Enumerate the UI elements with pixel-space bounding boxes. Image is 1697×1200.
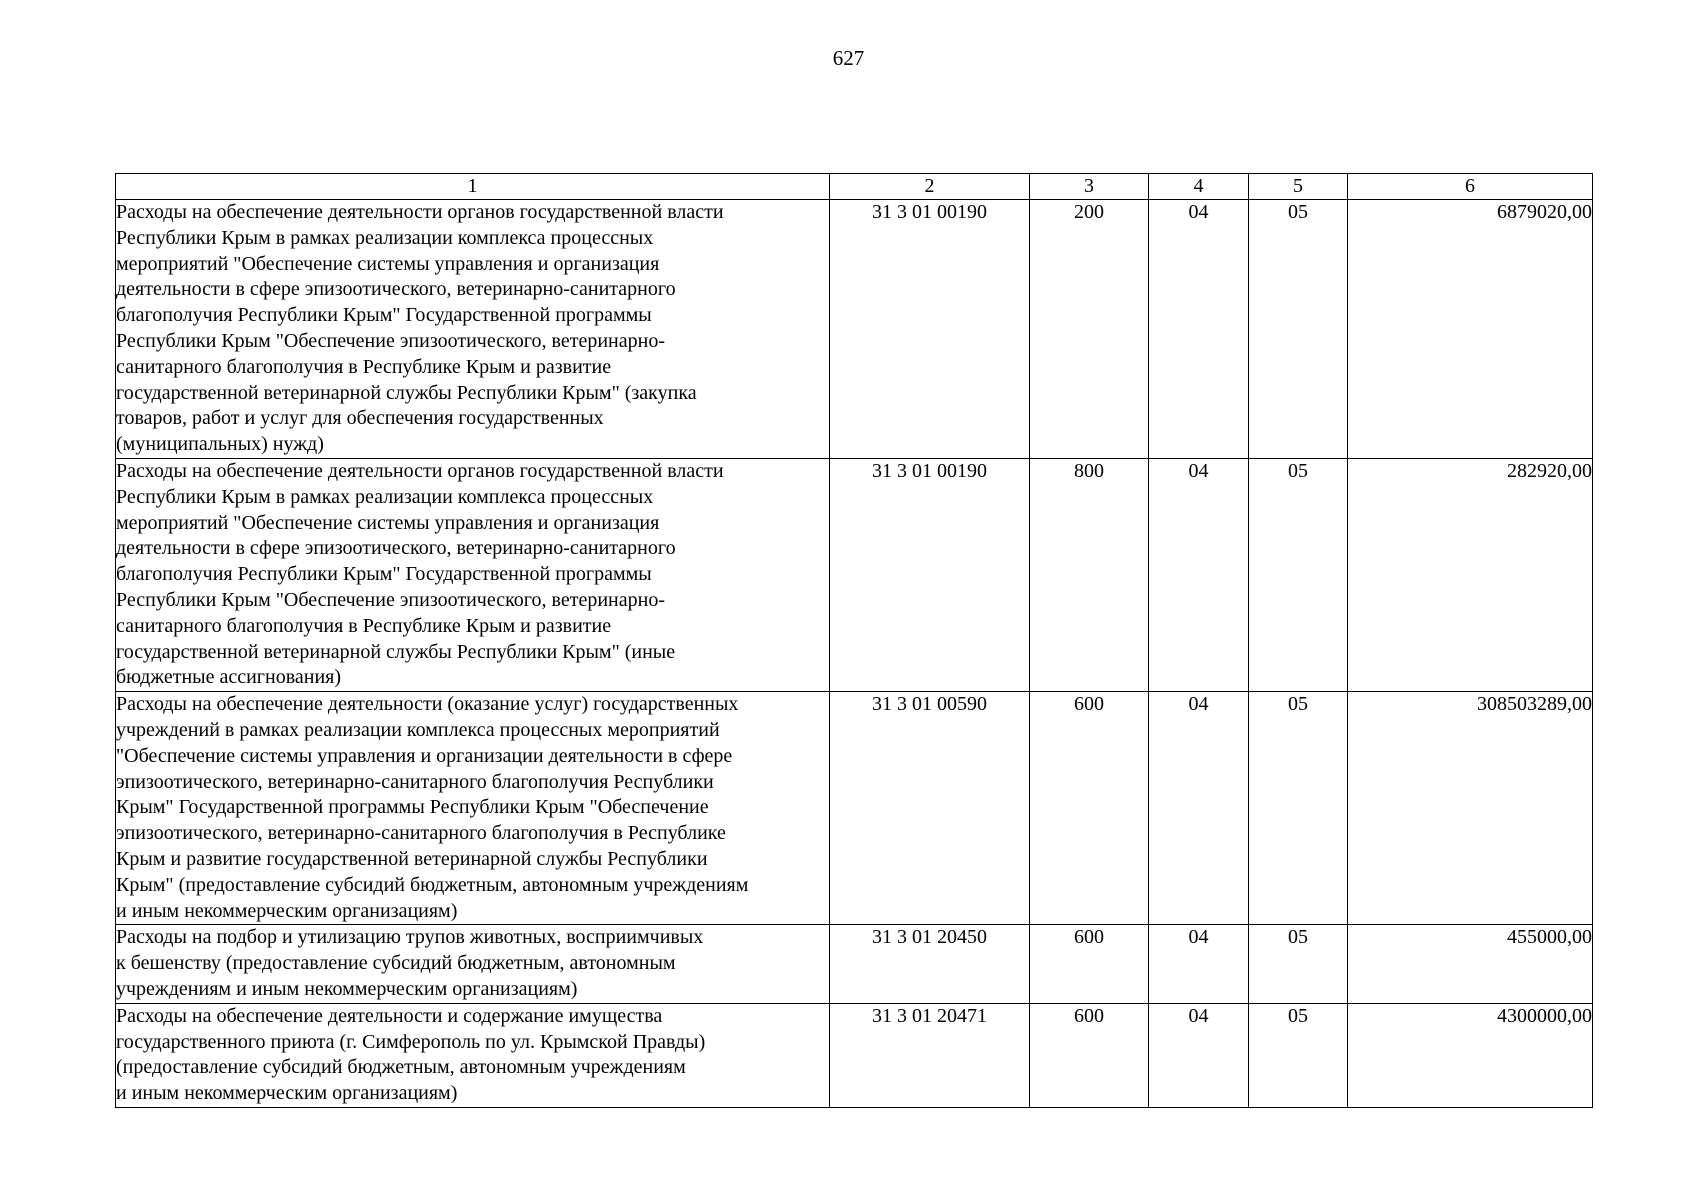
header-col-5: 5 <box>1249 174 1348 200</box>
description-line: Крым и развитие государственной ветеринарной службы Республики <box>116 847 708 870</box>
row-subsection: 05 <box>1249 200 1348 459</box>
description-line: учреждений в рамках реализации комплекса процессных мероприятий <box>116 718 720 741</box>
description-line: благополучия Республики Крым" Государственной программы <box>116 563 652 586</box>
description-line: государственного приюта (г. Симферополь по ул. Крымской Правды) <box>116 1030 706 1053</box>
row-code: 31 3 01 00190 <box>830 458 1030 691</box>
row-description <box>116 1003 830 1107</box>
row-expense-type: 800 <box>1030 458 1149 691</box>
table-header-row <box>116 174 1593 200</box>
row-amount: 455000,00 <box>1348 925 1593 1003</box>
row-section: 04 <box>1149 692 1249 925</box>
description-line: деятельности в сфере эпизоотического, ветеринарно-санитарного <box>116 278 676 301</box>
description-line: Расходы на обеспечение деятельности (оказание услуг) государственных <box>116 693 739 716</box>
row-section: 04 <box>1149 1003 1249 1107</box>
row-subsection: 05 <box>1249 458 1348 691</box>
header-col-2: 2 <box>830 174 1030 200</box>
header-col-6: 6 <box>1348 174 1593 200</box>
row-amount: 6879020,00 <box>1348 200 1593 459</box>
description-line: эпизоотического, ветеринарно-санитарного благополучия Республики <box>116 770 714 793</box>
header-col-3: 3 <box>1030 174 1149 200</box>
description-line: Расходы на подбор и утилизацию трупов животных, восприимчивых <box>116 926 704 949</box>
table-row <box>116 200 1593 459</box>
description-line: эпизоотического, ветеринарно-санитарного благополучия в Республике <box>116 822 726 845</box>
description-line: благополучия Республики Крым" Государственной программы <box>116 304 652 327</box>
description-line: мероприятий "Обеспечение системы управления и организация <box>116 252 660 275</box>
description-line: Республики Крым в рамках реализации комплекса процессных <box>116 226 654 249</box>
description-line: Республики Крым "Обеспечение эпизоотического, ветеринарно- <box>116 329 665 352</box>
row-section: 04 <box>1149 925 1249 1003</box>
description-line: деятельности в сфере эпизоотического, ветеринарно-санитарного <box>116 537 676 560</box>
description-line: учреждениям и иным некоммерческим организациям) <box>116 977 578 1000</box>
description-line: Республики Крым в рамках реализации комплекса процессных <box>116 485 654 508</box>
row-section: 04 <box>1149 200 1249 459</box>
header-col-1: 1 <box>116 174 830 200</box>
row-code: 31 3 01 00190 <box>830 200 1030 459</box>
row-expense-type: 600 <box>1030 1003 1149 1107</box>
description-line: Расходы на обеспечение деятельности органов государственной власти <box>116 201 724 223</box>
description-line: (муниципальных) нужд) <box>116 433 324 456</box>
description-line: Республики Крым "Обеспечение эпизоотического, ветеринарно- <box>116 588 665 611</box>
row-expense-type: 600 <box>1030 925 1149 1003</box>
row-description <box>116 692 830 925</box>
table-row <box>116 692 1593 925</box>
description-line: и иным некоммерческим организациям) <box>116 899 458 922</box>
row-subsection: 05 <box>1249 1003 1348 1107</box>
row-amount: 282920,00 <box>1348 458 1593 691</box>
budget-table <box>115 173 1593 1108</box>
description-line: (предоставление субсидий бюджетным, автономным учреждениям <box>116 1056 686 1079</box>
header-col-4: 4 <box>1149 174 1249 200</box>
description-line: бюджетные ассигнования) <box>116 666 342 689</box>
table-row <box>116 1003 1593 1107</box>
row-amount: 4300000,00 <box>1348 1003 1593 1107</box>
description-line: Крым" (предоставление субсидий бюджетным, автономным учреждениям <box>116 873 749 896</box>
description-line: "Обеспечение системы управления и организации деятельности в сфере <box>116 744 733 767</box>
row-code: 31 3 01 20450 <box>830 925 1030 1003</box>
description-line: государственной ветеринарной службы Республики Крым" (закупка <box>116 381 697 404</box>
table-row <box>116 458 1593 691</box>
row-description <box>116 458 830 691</box>
description-line: Крым" Государственной программы Республики Крым "Обеспечение <box>116 796 709 819</box>
row-code: 31 3 01 20471 <box>830 1003 1030 1107</box>
row-expense-type: 200 <box>1030 200 1149 459</box>
row-subsection: 05 <box>1249 925 1348 1003</box>
page-number: 627 <box>832 46 865 70</box>
description-line: мероприятий "Обеспечение системы управления и организация <box>116 511 660 534</box>
row-expense-type: 600 <box>1030 692 1149 925</box>
description-line: санитарного благополучия в Республике Крым и развитие <box>116 614 612 637</box>
description-line: государственной ветеринарной службы Республики Крым" (иные <box>116 640 676 663</box>
row-subsection: 05 <box>1249 692 1348 925</box>
row-amount: 308503289,00 <box>1348 692 1593 925</box>
table-body <box>116 200 1593 1108</box>
row-description <box>116 200 830 459</box>
description-line: к бешенству (предоставление субсидий бюджетным, автономным <box>116 952 676 975</box>
row-description <box>116 925 830 1003</box>
row-section: 04 <box>1149 458 1249 691</box>
description-line: Расходы на обеспечение деятельности и содержание имущества <box>116 1004 663 1027</box>
table-row <box>116 925 1593 1003</box>
description-line: товаров, работ и услуг для обеспечения государственных <box>116 407 604 430</box>
row-code: 31 3 01 00590 <box>830 692 1030 925</box>
description-line: санитарного благополучия в Республике Крым и развитие <box>116 355 612 378</box>
description-line: Расходы на обеспечение деятельности органов государственной власти <box>116 459 724 482</box>
description-line: и иным некоммерческим организациям) <box>116 1082 458 1105</box>
